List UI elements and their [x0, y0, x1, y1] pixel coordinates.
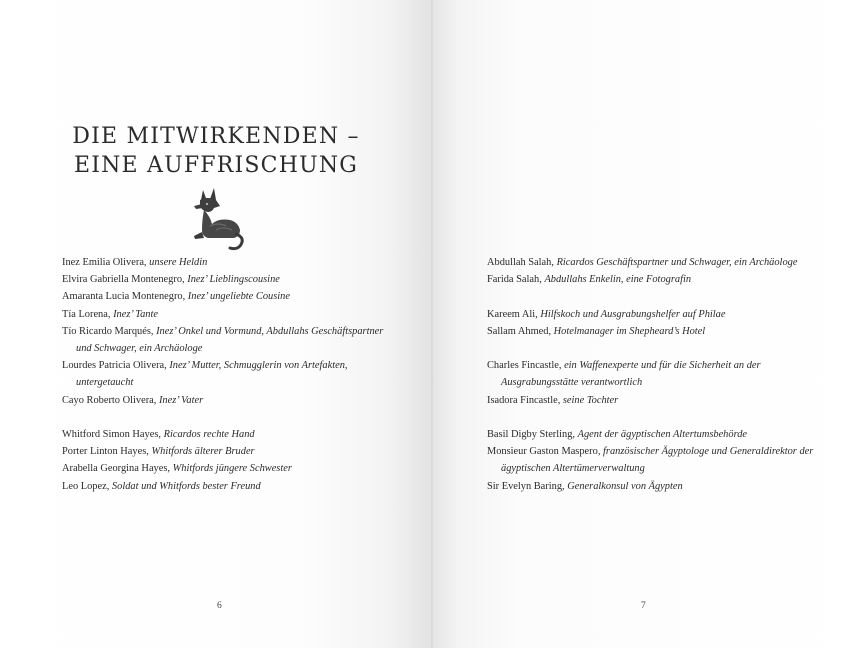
- character-role: ein Waffenexperte und für die Sicherheit an der Ausgrabungsstätte verantwortlich: [501, 360, 761, 389]
- cast-entry: [487, 254, 827, 271]
- cast-entry: [62, 288, 392, 305]
- character-role: Agent der ägyptischen Altertumsbehörde: [577, 428, 748, 440]
- character-name: Abdullah Salah,: [487, 257, 557, 268]
- character-role: Generalkonsul von Ägypten: [567, 480, 683, 492]
- character-role: seine Tochter: [562, 394, 619, 406]
- cast-list-left: [62, 254, 392, 495]
- character-name: Porter Linton Hayes,: [62, 446, 152, 458]
- character-name: Inez Emilia Olivera,: [62, 257, 150, 268]
- character-role: Hilfskoch und Ausgrabungshelfer auf Philae: [540, 308, 726, 320]
- character-name: Whitford Simon Hayes,: [62, 429, 164, 441]
- character-role: Hotelmanager im Shepheard’s Hotel: [553, 325, 706, 337]
- character-role: unsere Heldin: [149, 257, 208, 268]
- character-role: Abdullahs Enkelin, eine Fotografin: [544, 274, 692, 286]
- title-line-1: DIE MITWIRKENDEN –: [72, 124, 360, 149]
- left-page: [0, 0, 432, 648]
- cast-entry: [62, 460, 392, 477]
- cast-entry: [487, 478, 827, 495]
- character-role: Ricardos Geschäftspartner und Schwager, ein Archäologe: [556, 257, 798, 268]
- character-name: Leo Lopez,: [62, 480, 112, 492]
- character-name: Kareem Ali,: [487, 308, 541, 320]
- cast-entry: [487, 426, 827, 443]
- character-name: Basil Digby Sterling,: [487, 428, 578, 440]
- cast-entry: [487, 392, 827, 409]
- cast-entry: [62, 271, 392, 288]
- character-role: Inez’ ungeliebte Cousine: [187, 291, 290, 303]
- group-spacer: [487, 288, 827, 305]
- group-spacer: [487, 409, 827, 426]
- right-page: [432, 0, 865, 648]
- page-number-left: 6: [217, 601, 222, 611]
- character-name: Isadora Fincastle,: [487, 394, 563, 406]
- chapter-title: [0, 122, 432, 180]
- book-gutter: [430, 0, 434, 648]
- page-number-right: 7: [641, 601, 646, 611]
- group-spacer: [487, 340, 827, 357]
- character-role: französischer Ägyptologe und Generaldirektor der ägyptischen Altertümerverwaltung: [501, 446, 814, 475]
- character-role: Soldat und Whitfords bester Freund: [111, 480, 261, 492]
- group-spacer: [62, 409, 392, 426]
- character-name: Sallam Ahmed,: [487, 325, 554, 337]
- title-line-2: EINE AUFFRISCHUNG: [73, 153, 359, 178]
- cast-entry: [487, 443, 827, 477]
- cast-entry: [62, 478, 392, 495]
- character-name: Sir Evelyn Baring,: [487, 480, 568, 492]
- cast-entry: [62, 306, 392, 323]
- character-role: Inez’ Mutter, Schmugglerin von Artefakten, untergetaucht: [76, 360, 348, 389]
- character-name: Tía Lorena,: [62, 308, 114, 320]
- character-role: Inez’ Tante: [113, 308, 158, 320]
- character-name: Charles Fincastle,: [487, 360, 565, 372]
- cast-entry: [487, 357, 827, 391]
- cast-entry: [62, 443, 392, 460]
- cast-entry: [62, 323, 392, 357]
- character-name: Elvira Gabriella Montenegro,: [62, 274, 188, 286]
- cast-entry: [487, 306, 827, 323]
- character-role: Inez’ Onkel und Vormund, Abdullahs Geschäftspartner und Schwager, ein Archäologe: [76, 325, 384, 355]
- character-name: Monsieur Gaston Maspero,: [487, 446, 604, 458]
- cast-entry: [62, 357, 392, 391]
- character-name: Arabella Georgina Hayes,: [62, 463, 173, 475]
- cast-entry: [487, 271, 827, 288]
- character-role: Whitfords älterer Bruder: [151, 446, 255, 458]
- cast-entry: [62, 392, 392, 409]
- cast-entry: [62, 254, 392, 271]
- character-name: Farida Salah,: [487, 274, 545, 286]
- character-role: Whitfords jüngere Schwester: [172, 463, 292, 475]
- cast-entry: [487, 323, 827, 340]
- cast-entry: [62, 426, 392, 443]
- character-name: Tío Ricardo Marqués,: [62, 325, 157, 337]
- character-name: Lourdes Patricia Olivera,: [62, 360, 170, 372]
- cast-list-right: [487, 254, 827, 495]
- character-role: Inez’ Vater: [158, 394, 204, 406]
- character-role: Ricardos rechte Hand: [163, 429, 255, 441]
- jackal-emblem-icon: [190, 186, 246, 252]
- character-name: Amaranta Lucia Montenegro,: [62, 291, 188, 303]
- character-name: Cayo Roberto Olivera,: [62, 394, 159, 406]
- character-role: Inez’ Lieblingscousine: [187, 274, 280, 286]
